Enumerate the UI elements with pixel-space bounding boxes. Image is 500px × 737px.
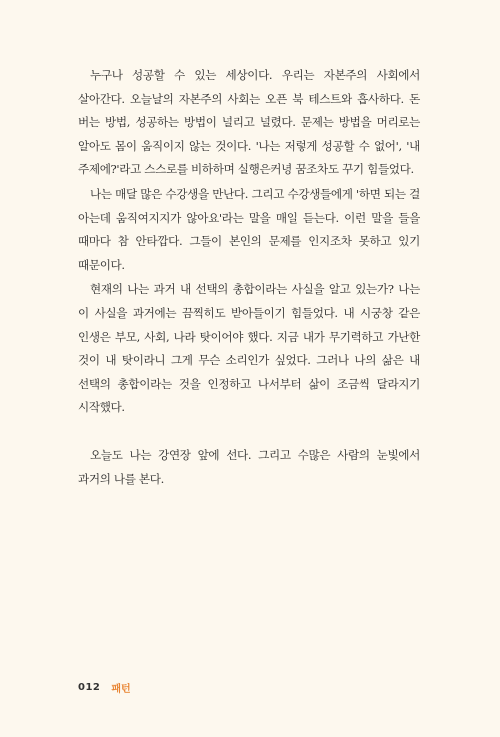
paragraph-2: 나는 매달 많은 수강생을 만난다. 그리고 수강생들에게 '하면 되는 걸 아는데 움직여지지가 않아요'라는 말을 매일 듣는다. 이런 말을 들을 때마다 참 안타깝다. 그들이 본인의 문제를 인지조차 못하고 있기 때문이다. bbox=[78, 186, 420, 272]
paragraph-1: 누구나 성공할 수 있는 세상이다. 우리는 자본주의 사회에서 살아간다. 오늘날의 자본주의 사회는 오픈 북 테스트와 흡사하다. 돈 버는 방법, 성공하는 방법이 널리고 널렸다. 문제는 방법을 머리로는 알아도 몸이 움직이지 않는 것이다. '나는 저렇게 성공할 수 없어', '내 주제에?'라고 스스로를 비하하며 실행은커녕 꿈조차도 꾸기 힘들었다. bbox=[78, 68, 420, 177]
page-footer bbox=[78, 680, 131, 695]
page-number: 012 bbox=[78, 682, 101, 693]
body-text bbox=[78, 64, 420, 491]
book-title-mark: 패턴 bbox=[111, 684, 131, 695]
paragraph-4: 오늘도 나는 강연장 앞에 선다. 그리고 수많은 사람의 눈빛에서 과거의 나를 본다. bbox=[78, 447, 420, 486]
paragraph-3: 현재의 나는 과거 내 선택의 총합이라는 사실을 알고 있는가? 나는 이 사실을 과거에는 끔찍히도 받아들이기 힘들었다. 내 시궁창 같은 인생은 부모, 사회, 나라 탓이어야 했다. 지금 내가 무기력하고 가난한 것이 내 탓이라니 그게 무슨 소리인가 싶었다. 그러나 나의 삶은 내 선택의 총합이라는 것을 인정하고 나서부터 삶이 조금씩 달라지기 시작했다. bbox=[78, 282, 420, 415]
